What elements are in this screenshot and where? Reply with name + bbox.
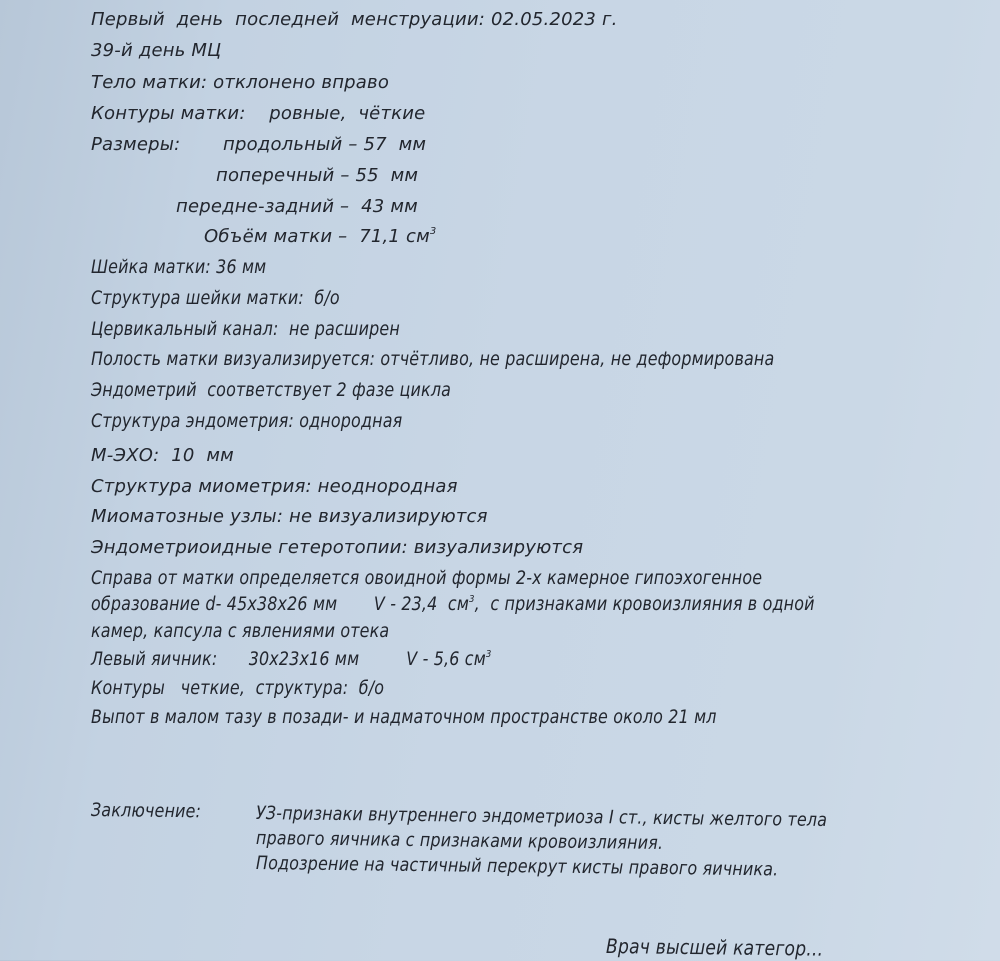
cervix-line: Шейка матки: 36 мм bbox=[91, 257, 267, 278]
m-echo-line: М-ЭХО: 10 мм bbox=[91, 445, 234, 466]
lmp-line: Первый день последней менструации: 02.05.2023 г. bbox=[91, 9, 618, 30]
cervical-canal-line: Цервикальный канал: не расширен bbox=[91, 319, 400, 340]
conclusion-label: Заключение: bbox=[90, 800, 202, 823]
heterotopia-line: Эндометриоидные гетеротопии: визуализируются bbox=[91, 537, 584, 558]
conclusion-line-1: УЗ-признаки внутреннего эндометриоза I ст., кисты желтого тела bbox=[255, 803, 828, 831]
size-transverse: поперечный – 55 мм bbox=[216, 165, 419, 186]
left-ovary-line: Левый яичник: 30х23х16 мм V - 5,6 $см^3$ bbox=[91, 649, 492, 670]
conclusion-line-2: правого яичника с признаками кровоизлияния. bbox=[255, 828, 664, 854]
uterus-volume: Объём матки – 71,1 $см^3$ bbox=[204, 226, 437, 247]
uterine-cavity-line: Полость матки визуализируется: отчётливо, не расширена, не деформирована bbox=[91, 349, 775, 370]
cycle-day-line: 39-й день МЦ bbox=[91, 40, 222, 61]
sizes-label: Размеры: bbox=[91, 134, 181, 155]
left-ovary-contours-line: Контуры четкие, структура: б/о bbox=[91, 678, 385, 699]
right-formation-line-1: Справа от матки определяется овоидной формы 2-х камерное гипоэхогенное bbox=[91, 568, 763, 589]
conclusion-line-3: Подозрение на частичный перекрут кисты правого яичника. bbox=[255, 853, 779, 881]
right-formation-line-3: камер, капсула с явлениями отека bbox=[91, 621, 390, 642]
myometrium-structure-line: Структура миометрия: неоднородная bbox=[91, 476, 458, 497]
right-formation-line-2: образование d- 45х38х26 мм V - 23,4 $см^3$, с признаками кровоизлияния в одной bbox=[91, 594, 815, 615]
uterus-body-line: Тело матки: отклонено вправо bbox=[91, 72, 390, 93]
endometrium-line: Эндометрий соответствует 2 фазе цикла bbox=[91, 380, 452, 401]
endometrium-structure-line: Структура эндометрия: однородная bbox=[91, 411, 403, 432]
myoma-nodes-line: Миоматозные узлы: не визуализируются bbox=[91, 506, 488, 527]
size-longitudinal: продольный – 57 мм bbox=[223, 134, 427, 155]
uterus-contours-line: Контуры матки: ровные, чёткие bbox=[91, 103, 426, 124]
effusion-line: Выпот в малом тазу в позади- и надматочном пространстве около 21 мл bbox=[91, 707, 717, 728]
cervix-structure-line: Структура шейки матки: б/о bbox=[91, 288, 340, 309]
signature-fragment: Врач высшей категор... bbox=[605, 934, 824, 961]
size-anteroposterior: передне-задний – 43 мм bbox=[176, 196, 418, 217]
